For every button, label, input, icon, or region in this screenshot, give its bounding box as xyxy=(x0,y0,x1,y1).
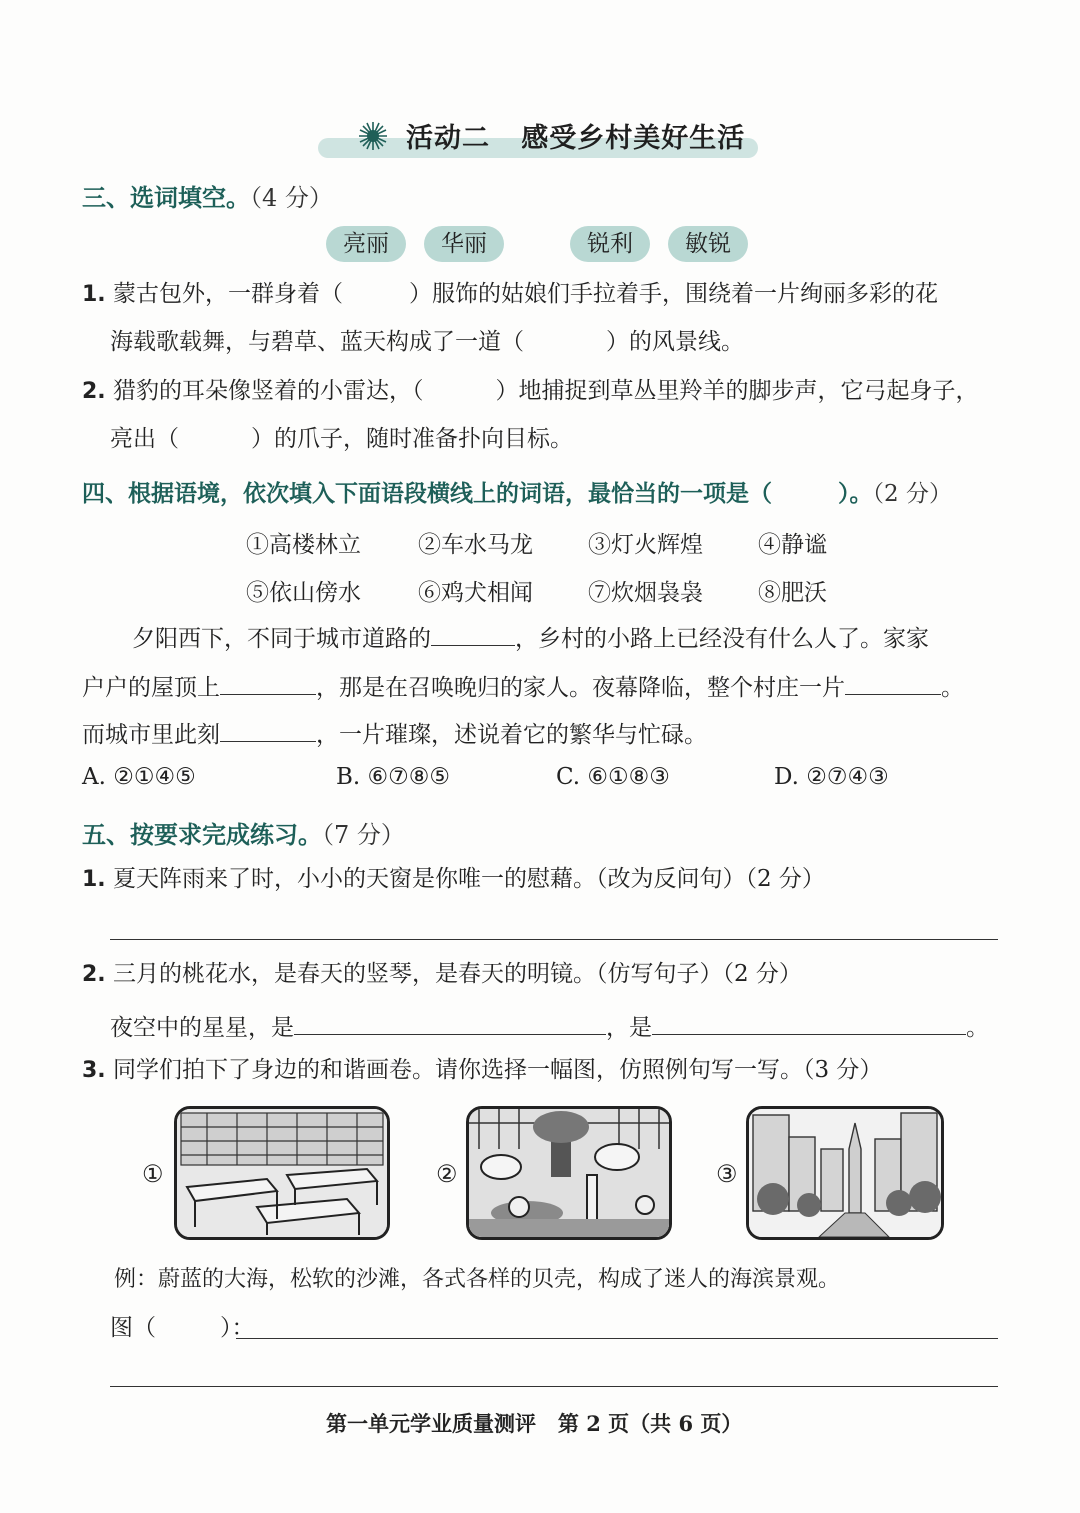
picture-label: ② xyxy=(436,1160,458,1188)
choice-d: D. ②⑦④③ xyxy=(774,764,889,790)
option-item: ②车水马龙 xyxy=(418,532,533,558)
picture-label: ① xyxy=(142,1160,164,1188)
option-item: ④静谧 xyxy=(758,532,827,558)
passage-line-3: 而城市里此刻 ，一片璀璨，述说着它的繁华与忙碌。 xyxy=(82,717,707,750)
answer-line xyxy=(110,1386,998,1387)
word-option: 华丽 xyxy=(424,226,504,262)
s5-q1: 1. 夏天阵雨来了时，小小的天窗是你唯一的慰藉。（改为反问句）（2 分） xyxy=(82,866,825,892)
answer-line xyxy=(110,939,998,940)
passage-line-1: 夕阳西下，不同于城市道路的 ，乡村的小路上已经没有什么人了。家家 xyxy=(132,621,929,654)
page-footer: 第一单元学业质量测评 第 2 页（共 6 页） xyxy=(326,1411,743,1436)
zoo-picture xyxy=(466,1106,672,1240)
s3-q2-line2: 亮出（ ）的爪子，随时准备扑向目标。 xyxy=(110,426,573,452)
choice-b: B. ⑥⑦⑧⑤ xyxy=(336,764,451,790)
example-sentence: 例：蔚蓝的大海，松软的沙滩，各式各样的贝壳，构成了迷人的海滨景观。 xyxy=(114,1267,841,1292)
library-picture xyxy=(174,1106,390,1240)
picture-label: ③ xyxy=(716,1160,738,1188)
figure-fill: 图（ ）： xyxy=(110,1315,255,1341)
option-item: ①高楼林立 xyxy=(246,532,361,558)
word-option: 敏锐 xyxy=(668,226,748,262)
word-option: 锐利 xyxy=(570,226,650,262)
city-picture xyxy=(746,1106,944,1240)
s5-q3: 3. 同学们拍下了身边的和谐画卷。请你选择一幅图，仿照例句写一写。（3 分） xyxy=(82,1057,883,1083)
activity-title: 活动二 感受乡村美好生活 xyxy=(406,123,746,154)
option-item: ⑥鸡犬相闻 xyxy=(418,580,533,606)
option-item: ⑦炊烟袅袅 xyxy=(588,580,703,606)
option-item: ⑧肥沃 xyxy=(758,580,827,606)
choice-a: A. ②①④⑤ xyxy=(82,764,196,790)
s5-q2-fill: 夜空中的星星，是 ，是 。 xyxy=(110,1010,989,1043)
word-option: 亮丽 xyxy=(326,226,406,262)
option-item: ⑤依山傍水 xyxy=(246,580,361,606)
section-4-heading: 四、根据语境，依次填入下面语段横线上的词语，最恰当的一项是（ ）。（2 分） xyxy=(82,481,952,507)
choice-c: C. ⑥①⑧③ xyxy=(556,764,670,790)
s3-q1-line1: 1. 蒙古包外，一群身着（ ）服饰的姑娘们手拉着手，围绕着一片绚丽多彩的花 xyxy=(82,281,938,307)
s3-q1-line2: 海载歌载舞，与碧草、蓝天构成了一道（ ）的风景线。 xyxy=(110,329,744,355)
section-3-heading: 三、选词填空。（4 分） xyxy=(82,184,333,212)
section-5-heading: 五、按要求完成练习。（7 分） xyxy=(82,821,405,849)
answer-line xyxy=(236,1338,998,1339)
s5-q2: 2. 三月的桃花水，是春天的竖琴，是春天的明镜。（仿写句子）（2 分） xyxy=(82,961,802,987)
sparkle-icon xyxy=(358,121,388,151)
passage-line-2: 户户的屋顶上 ，那是在召唤晚归的家人。夜幕降临，整个村庄一片 。 xyxy=(82,670,964,703)
option-item: ③灯火辉煌 xyxy=(588,532,703,558)
s3-q2-line1: 2. 猎豹的耳朵像竖着的小雷达，（ ）地捕捉到草丛里羚羊的脚步声，它弓起身子， xyxy=(82,378,979,404)
